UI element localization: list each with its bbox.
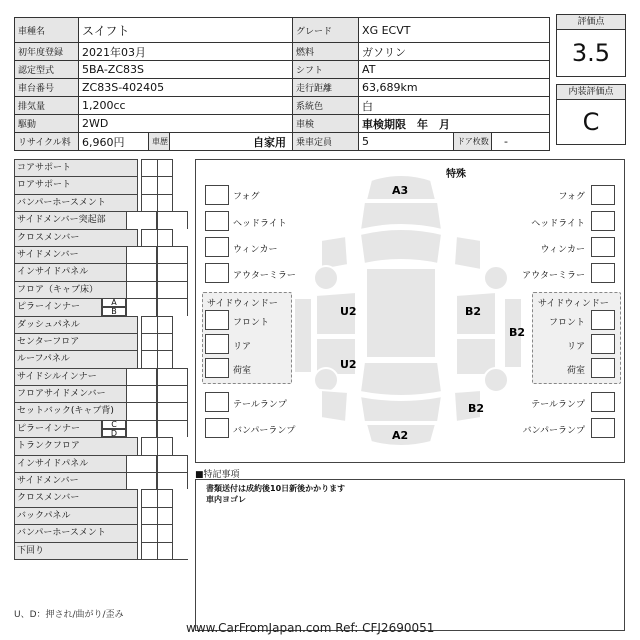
left-front-window-label: フロント bbox=[233, 318, 270, 328]
right-winker-label: ウィンカー bbox=[540, 245, 585, 255]
shift-label: シフト bbox=[293, 61, 359, 79]
parts-row-label: ルーフパネル bbox=[14, 350, 138, 367]
color-value: 白 bbox=[359, 97, 550, 115]
parts-check-box[interactable] bbox=[126, 211, 157, 228]
parts-check-box[interactable] bbox=[126, 472, 157, 489]
fuel-value: ガソリン bbox=[359, 43, 550, 61]
parts-row bbox=[14, 489, 188, 506]
parts-check-box[interactable] bbox=[126, 368, 157, 385]
trunk-panel bbox=[360, 396, 442, 422]
footer-reference: www.CarFromJapan.com Ref: CFJ2690051 bbox=[186, 621, 435, 635]
hood-panel bbox=[360, 202, 442, 230]
left-front-wheel bbox=[314, 266, 338, 290]
parts-check-box[interactable] bbox=[157, 333, 173, 350]
history-label: 車歴 bbox=[149, 133, 170, 151]
parts-row bbox=[14, 211, 188, 228]
right-cargo-window-label: 荷室 bbox=[566, 366, 585, 376]
left-cargo-window-label: 荷室 bbox=[233, 366, 252, 376]
parts-row-label: クロスメンバー bbox=[14, 229, 138, 246]
parts-check-box[interactable] bbox=[157, 176, 173, 193]
notes-title: ■特記事項 bbox=[195, 470, 240, 480]
parts-row-label: 下回り bbox=[14, 542, 138, 559]
parts-row bbox=[14, 281, 188, 298]
notes-line-2: 車内ヨゴレ bbox=[206, 495, 246, 504]
parts-row bbox=[14, 263, 188, 280]
displacement-value: 1,200cc bbox=[79, 97, 293, 115]
parts-check-box[interactable] bbox=[157, 455, 188, 472]
parts-row-label: バンパーホースメント bbox=[14, 524, 138, 541]
grade-label: グレード bbox=[293, 18, 359, 43]
chassis-label: 車台番号 bbox=[15, 79, 79, 97]
left-headlight-label: ヘッドライト bbox=[233, 219, 287, 229]
mileage-label: 走行距離 bbox=[293, 79, 359, 97]
right-side-window-title: サイドウィンドー bbox=[538, 299, 609, 309]
left-tail-lamp-label: テールランプ bbox=[233, 400, 287, 410]
parts-check-box[interactable] bbox=[157, 489, 173, 506]
parts-check-box[interactable] bbox=[126, 402, 157, 419]
drive-value: 2WD bbox=[79, 115, 293, 133]
pillar-sub-label: B bbox=[102, 307, 126, 316]
right-rear-window-label: リア bbox=[566, 342, 585, 352]
doors-label: ドア枚数 bbox=[454, 133, 492, 151]
right-front-window-label: フロント bbox=[548, 318, 585, 328]
parts-row-label: コアサポート bbox=[14, 159, 138, 176]
parts-row bbox=[14, 524, 188, 541]
left-sill bbox=[294, 298, 312, 373]
parts-check-box[interactable] bbox=[126, 298, 157, 315]
parts-row-label: クロスメンバー bbox=[14, 489, 138, 506]
right-front-wheel bbox=[484, 266, 508, 290]
left-fog-label: フォグ bbox=[233, 192, 260, 202]
grade-value: XG ECVT bbox=[359, 18, 550, 43]
parts-row-label: サイドメンバー bbox=[14, 472, 138, 489]
parts-check-box[interactable] bbox=[126, 385, 157, 402]
parts-check-box[interactable] bbox=[157, 194, 173, 211]
recycle-label: リサイクル料 bbox=[15, 133, 79, 151]
fuel-label: 燃料 bbox=[293, 43, 359, 61]
model-label: 車種名 bbox=[15, 18, 79, 43]
left-winker-label: ウィンカー bbox=[233, 245, 278, 255]
parts-check-box[interactable] bbox=[157, 316, 173, 333]
parts-row bbox=[14, 333, 188, 350]
parts-row-label: サイドメンバー bbox=[14, 246, 138, 263]
interior-value: C bbox=[556, 99, 626, 145]
frame-parts-list bbox=[14, 159, 188, 560]
parts-row-label: バンパーホースメント bbox=[14, 194, 138, 211]
parts-row bbox=[14, 246, 188, 263]
parts-row bbox=[14, 298, 188, 315]
parts-check-box[interactable] bbox=[157, 368, 188, 385]
parts-row-label: バックパネル bbox=[14, 507, 138, 524]
parts-row bbox=[14, 159, 188, 176]
shift-value: AT bbox=[359, 61, 550, 79]
right-mirror-label: アウターミラー bbox=[522, 271, 585, 281]
right-rear-wheel bbox=[484, 368, 508, 392]
first-reg-label: 初年度登録 bbox=[15, 43, 79, 61]
right-tail-lamp-label: テールランプ bbox=[531, 400, 585, 410]
mark-right-quarter: B2 bbox=[509, 326, 526, 339]
parts-row bbox=[14, 507, 188, 524]
parts-row bbox=[14, 455, 188, 472]
parts-row-label: トランクフロア bbox=[14, 437, 138, 454]
parts-row bbox=[14, 350, 188, 367]
parts-row bbox=[14, 420, 188, 437]
parts-row bbox=[14, 437, 188, 454]
parts-row-label: フロアサイドメンバー bbox=[14, 385, 138, 402]
pillar-sub-label: D bbox=[102, 429, 126, 438]
parts-check-box[interactable] bbox=[126, 455, 157, 472]
parts-check-box[interactable] bbox=[157, 350, 173, 367]
inspection-label: 車検 bbox=[293, 115, 359, 133]
damage-diagram bbox=[195, 159, 625, 463]
pillar-sub-label: C bbox=[102, 420, 126, 429]
parts-row bbox=[14, 472, 188, 489]
parts-row bbox=[14, 194, 188, 211]
parts-row-label: サイドシルインナー bbox=[14, 368, 138, 385]
displacement-label: 排気量 bbox=[15, 97, 79, 115]
color-label: 系統色 bbox=[293, 97, 359, 115]
parts-row-label: ピラーインナー bbox=[14, 298, 102, 315]
left-rear-wheel bbox=[314, 368, 338, 392]
inspection-value: 車検期限 年 月 bbox=[359, 115, 550, 133]
mark-right-rear: B2 bbox=[468, 402, 485, 415]
parts-row-label: ロアサポート bbox=[14, 176, 138, 193]
rear-glass-panel bbox=[360, 362, 442, 396]
parts-check-box[interactable] bbox=[157, 298, 188, 315]
vehicle-info-table bbox=[14, 17, 550, 151]
parts-check-box[interactable] bbox=[126, 263, 157, 280]
left-rear-quarter bbox=[321, 390, 348, 422]
parts-row-label: フロア（キャブ床） bbox=[14, 281, 138, 298]
left-front-fender bbox=[321, 236, 348, 270]
parts-list-bottom bbox=[14, 559, 188, 560]
parts-check-box[interactable] bbox=[157, 402, 188, 419]
parts-check-box[interactable] bbox=[126, 420, 157, 437]
mark-left-rear-door: U2 bbox=[340, 358, 357, 371]
doors-value: - bbox=[492, 133, 550, 151]
type-value: 5BA-ZC83S bbox=[79, 61, 293, 79]
parts-row bbox=[14, 402, 188, 419]
parts-row bbox=[14, 229, 188, 246]
left-mirror-label: アウターミラー bbox=[233, 271, 296, 281]
interior-label: 内装評価点 bbox=[556, 84, 626, 100]
pillar-sub-label: A bbox=[102, 298, 126, 307]
recycle-value: 6,960円 bbox=[79, 133, 149, 151]
roof-panel bbox=[366, 268, 436, 358]
parts-check-box[interactable] bbox=[157, 159, 173, 176]
parts-row-label: センターフロア bbox=[14, 333, 138, 350]
capacity-label: 乗車定員 bbox=[293, 133, 359, 151]
parts-check-box[interactable] bbox=[157, 246, 188, 263]
parts-check-box[interactable] bbox=[157, 542, 173, 559]
parts-check-box[interactable] bbox=[157, 385, 188, 402]
parts-row-label: ピラーインナー bbox=[14, 420, 102, 437]
right-fog-label: フォグ bbox=[558, 192, 585, 202]
parts-row-label: セットバック(キャブ背) bbox=[14, 402, 138, 419]
mileage-value: 63,689km bbox=[359, 79, 550, 97]
left-side-window-title: サイドウィンドー bbox=[207, 299, 278, 309]
parts-check-box[interactable] bbox=[157, 263, 188, 280]
type-label: 認定型式 bbox=[15, 61, 79, 79]
special-title: 特殊 bbox=[446, 169, 466, 180]
parts-row-label: ダッシュパネル bbox=[14, 316, 138, 333]
parts-check-box[interactable] bbox=[157, 507, 173, 524]
parts-row bbox=[14, 542, 188, 559]
left-bumper-lamp-label: バンパーランプ bbox=[233, 426, 296, 436]
right-bumper-lamp-label: バンパーランプ bbox=[522, 426, 585, 436]
left-rear-window-label: リア bbox=[233, 342, 252, 352]
mark-rear: A2 bbox=[392, 429, 409, 442]
mark-right-front-door: B2 bbox=[465, 305, 482, 318]
model-value: スイフト bbox=[79, 18, 293, 43]
parts-check-box[interactable] bbox=[126, 246, 157, 263]
parts-check-box[interactable] bbox=[157, 229, 173, 246]
parts-row bbox=[14, 368, 188, 385]
windshield-panel bbox=[360, 229, 442, 264]
parts-check-box[interactable] bbox=[126, 281, 157, 298]
parts-row bbox=[14, 316, 188, 333]
notes-line-1: 書類送付は成約後10日新後かかります bbox=[206, 484, 346, 493]
capacity-value: 5 bbox=[359, 133, 454, 151]
first-reg-value: 2021年03月 bbox=[79, 43, 293, 61]
car-body-diagram bbox=[196, 160, 626, 464]
parts-check-box[interactable] bbox=[157, 437, 173, 454]
parts-row bbox=[14, 176, 188, 193]
chassis-value: ZC83S-402405 bbox=[79, 79, 293, 97]
score-value: 3.5 bbox=[556, 29, 626, 77]
parts-check-box[interactable] bbox=[157, 281, 188, 298]
notes-box bbox=[195, 479, 625, 631]
right-front-fender bbox=[454, 236, 481, 270]
parts-row-label: インサイドパネル bbox=[14, 455, 138, 472]
parts-row bbox=[14, 385, 188, 402]
parts-row-label: インサイドパネル bbox=[14, 263, 138, 280]
parts-check-box[interactable] bbox=[157, 420, 188, 437]
parts-check-box[interactable] bbox=[157, 472, 188, 489]
right-headlight-label: ヘッドライト bbox=[531, 219, 585, 229]
parts-check-box[interactable] bbox=[157, 524, 173, 541]
legend-text: U、D：押され/曲がり/歪み bbox=[14, 610, 124, 620]
parts-row-label: サイドメンバー突起部 bbox=[14, 211, 138, 228]
drive-label: 駆動 bbox=[15, 115, 79, 133]
history-value: 自家用 bbox=[170, 133, 293, 151]
parts-check-box[interactable] bbox=[157, 211, 188, 228]
mark-left-front-door: U2 bbox=[340, 305, 357, 318]
score-label: 評価点 bbox=[556, 14, 626, 30]
mark-front: A3 bbox=[392, 184, 409, 197]
